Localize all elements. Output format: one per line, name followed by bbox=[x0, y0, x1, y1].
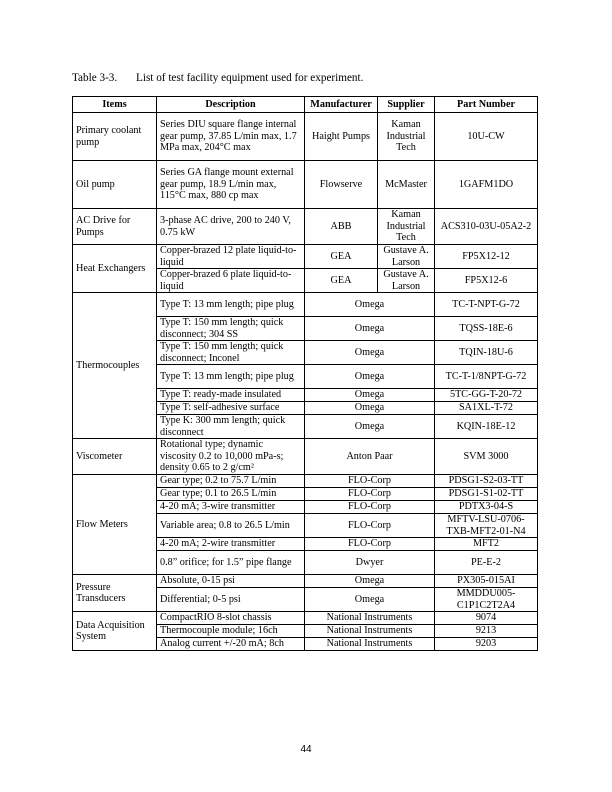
table-row bbox=[73, 475, 538, 488]
part-number-cell: PDSG1-S1-02-TT bbox=[435, 488, 538, 501]
item-cell: Flow Meters bbox=[73, 475, 157, 575]
supplier-cell: Kaman Industrial Tech bbox=[378, 113, 435, 161]
description-cell: 4-20 mA; 2-wire transmitter bbox=[157, 538, 305, 551]
manufacturer-cell: Omega bbox=[305, 389, 435, 402]
table-title: List of test facility equipment used for experiment. bbox=[136, 72, 364, 84]
part-number-cell: TC-T-NPT-G-72 bbox=[435, 293, 538, 317]
part-number-cell: 10U-CW bbox=[435, 113, 538, 161]
table-row bbox=[73, 293, 538, 317]
part-number-cell: SVM 3000 bbox=[435, 439, 538, 475]
table-row bbox=[73, 209, 538, 245]
manufacturer-cell: Haight Pumps bbox=[305, 113, 378, 161]
table-number: Table 3-3. bbox=[72, 72, 118, 84]
part-number-cell: ACS310-03U-05A2-2 bbox=[435, 209, 538, 245]
description-cell: 3-phase AC drive, 200 to 240 V, 0.75 kW bbox=[157, 209, 305, 245]
part-number-cell: TQIN-18U-6 bbox=[435, 341, 538, 365]
part-number-cell: 1GAFM1DO bbox=[435, 161, 538, 209]
part-number-cell: TQSS-18E-6 bbox=[435, 317, 538, 341]
part-number-cell: 5TC-GG-T-20-72 bbox=[435, 389, 538, 402]
item-cell: AC Drive for Pumps bbox=[73, 209, 157, 245]
description-cell: Rotational type; dynamic viscosity 0.2 to 10,000 mPa-s; density 0.65 to 2 g/cm² bbox=[157, 439, 305, 475]
manufacturer-cell: Omega bbox=[305, 365, 435, 389]
table-row bbox=[73, 575, 538, 588]
column-header: Description bbox=[157, 97, 305, 113]
description-cell: Absolute, 0-15 psi bbox=[157, 575, 305, 588]
description-cell: 4-20 mA; 3-wire transmitter bbox=[157, 501, 305, 514]
table-caption bbox=[72, 72, 363, 84]
item-cell: Thermocouples bbox=[73, 293, 157, 439]
description-cell: CompactRIO 8-slot chassis bbox=[157, 612, 305, 625]
manufacturer-cell: National Instruments bbox=[305, 625, 435, 638]
manufacturer-cell: FLO-Corp bbox=[305, 514, 435, 538]
part-number-cell: FP5X12-6 bbox=[435, 269, 538, 293]
column-header: Manufacturer bbox=[305, 97, 378, 113]
item-cell: Pressure Transducers bbox=[73, 575, 157, 612]
manufacturer-cell: National Instruments bbox=[305, 612, 435, 625]
description-cell: Type T: 13 mm length; pipe plug bbox=[157, 365, 305, 389]
item-cell: Primary coolant pump bbox=[73, 113, 157, 161]
part-number-cell: MFT2 bbox=[435, 538, 538, 551]
manufacturer-cell: Omega bbox=[305, 341, 435, 365]
table-row bbox=[73, 161, 538, 209]
part-number-cell: KQIN-18E-12 bbox=[435, 415, 538, 439]
description-cell: Variable area; 0.8 to 26.5 L/min bbox=[157, 514, 305, 538]
description-cell: Copper-brazed 12 plate liquid-to-liquid bbox=[157, 245, 305, 269]
column-header: Supplier bbox=[378, 97, 435, 113]
supplier-cell: Gustave A. Larson bbox=[378, 269, 435, 293]
manufacturer-cell: FLO-Corp bbox=[305, 488, 435, 501]
header-row bbox=[73, 97, 538, 113]
part-number-cell: MFTV-LSU-0706-TXB-MFT2-01-N4 bbox=[435, 514, 538, 538]
supplier-cell: Kaman Industrial Tech bbox=[378, 209, 435, 245]
description-cell: Type T: 13 mm length; pipe plug bbox=[157, 293, 305, 317]
item-cell: Oil pump bbox=[73, 161, 157, 209]
manufacturer-cell: GEA bbox=[305, 245, 378, 269]
part-number-cell: 9074 bbox=[435, 612, 538, 625]
part-number-cell: PDSG1-S2-03-TT bbox=[435, 475, 538, 488]
column-header: Part Number bbox=[435, 97, 538, 113]
description-cell: Copper-brazed 6 plate liquid-to-liquid bbox=[157, 269, 305, 293]
manufacturer-cell: Omega bbox=[305, 415, 435, 439]
manufacturer-cell: Dwyer bbox=[305, 551, 435, 575]
column-header: Items bbox=[73, 97, 157, 113]
description-cell: 0.8” orifice; for 1.5” pipe flange bbox=[157, 551, 305, 575]
description-cell: Gear type; 0.2 to 75.7 L/min bbox=[157, 475, 305, 488]
manufacturer-cell: FLO-Corp bbox=[305, 475, 435, 488]
item-cell: Heat Exchangers bbox=[73, 245, 157, 293]
manufacturer-cell: Omega bbox=[305, 402, 435, 415]
part-number-cell: 9213 bbox=[435, 625, 538, 638]
part-number-cell: PX305-015AI bbox=[435, 575, 538, 588]
part-number-cell: MMDDU005-C1P1C2T2A4 bbox=[435, 588, 538, 612]
part-number-cell: FP5X12-12 bbox=[435, 245, 538, 269]
manufacturer-cell: Flowserve bbox=[305, 161, 378, 209]
manufacturer-cell: ABB bbox=[305, 209, 378, 245]
manufacturer-cell: GEA bbox=[305, 269, 378, 293]
item-cell: Viscometer bbox=[73, 439, 157, 475]
description-cell: Type K: 300 mm length; quick disconnect bbox=[157, 415, 305, 439]
manufacturer-cell: FLO-Corp bbox=[305, 538, 435, 551]
table-row bbox=[73, 612, 538, 625]
description-cell: Type T: self-adhesive surface bbox=[157, 402, 305, 415]
description-cell: Analog current +/-20 mA; 8ch bbox=[157, 638, 305, 651]
part-number-cell: 9203 bbox=[435, 638, 538, 651]
supplier-cell: McMaster bbox=[378, 161, 435, 209]
part-number-cell: TC-T-1/8NPT-G-72 bbox=[435, 365, 538, 389]
table-row bbox=[73, 113, 538, 161]
manufacturer-cell: Anton Paar bbox=[305, 439, 435, 475]
description-cell: Type T: 150 mm length; quick disconnect; 304 SS bbox=[157, 317, 305, 341]
item-cell: Data Acquisition System bbox=[73, 612, 157, 651]
description-cell: Type T: 150 mm length; quick disconnect; Inconel bbox=[157, 341, 305, 365]
supplier-cell: Gustave A. Larson bbox=[378, 245, 435, 269]
manufacturer-cell: FLO-Corp bbox=[305, 501, 435, 514]
manufacturer-cell: National Instruments bbox=[305, 638, 435, 651]
part-number-cell: SA1XL-T-72 bbox=[435, 402, 538, 415]
description-cell: Thermocouple module; 16ch bbox=[157, 625, 305, 638]
manufacturer-cell: Omega bbox=[305, 588, 435, 612]
part-number-cell: PE-E-2 bbox=[435, 551, 538, 575]
manufacturer-cell: Omega bbox=[305, 317, 435, 341]
equipment-table bbox=[72, 96, 538, 651]
manufacturer-cell: Omega bbox=[305, 293, 435, 317]
description-cell: Series GA flange mount external gear pump, 18.9 L/min max, 115°C max, 880 cp max bbox=[157, 161, 305, 209]
page-number: 44 bbox=[300, 744, 312, 755]
description-cell: Gear type; 0.1 to 26.5 L/min bbox=[157, 488, 305, 501]
part-number-cell: PDTX3-04-S bbox=[435, 501, 538, 514]
manufacturer-cell: Omega bbox=[305, 575, 435, 588]
description-cell: Type T: ready-made insulated bbox=[157, 389, 305, 402]
description-cell: Differential; 0-5 psi bbox=[157, 588, 305, 612]
table-row bbox=[73, 245, 538, 269]
description-cell: Series DIU square flange internal gear pump, 37.85 L/min max, 1.7 MPa max, 204°C max bbox=[157, 113, 305, 161]
table-row bbox=[73, 439, 538, 475]
